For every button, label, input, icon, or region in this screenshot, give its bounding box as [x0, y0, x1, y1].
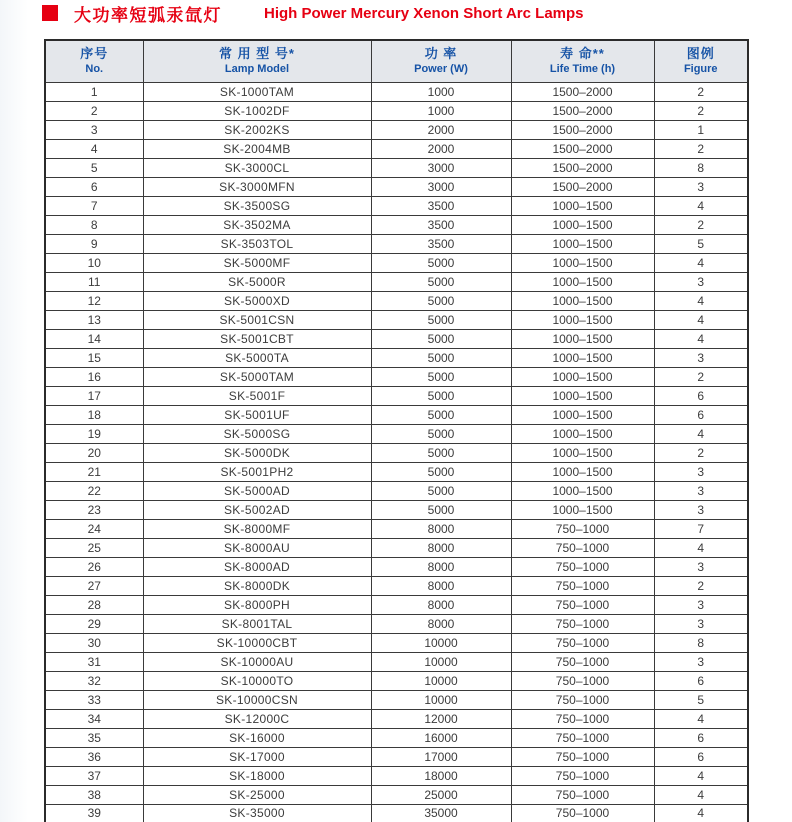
life-cell: 1000–1500: [511, 424, 654, 443]
power-cell: 5000: [371, 310, 511, 329]
column-header-en: Lamp Model: [224, 62, 290, 75]
power-cell: 3500: [371, 215, 511, 234]
life-cell: 1000–1500: [511, 405, 654, 424]
life-cell: 750–1000: [511, 766, 654, 785]
table-row: [45, 291, 748, 310]
no-cell: 26: [45, 557, 143, 576]
model-cell: SK-16000: [143, 728, 371, 747]
life-cell: 1000–1500: [511, 196, 654, 215]
life-cell: 750–1000: [511, 671, 654, 690]
column-header-en: Power (W): [414, 62, 468, 75]
life-cell: 1000–1500: [511, 348, 654, 367]
table-row: [45, 519, 748, 538]
power-cell: 5000: [371, 424, 511, 443]
table-row: [45, 462, 748, 481]
model-cell: SK-8000AU: [143, 538, 371, 557]
figure-cell: 4: [654, 310, 748, 329]
table-header: [45, 40, 748, 82]
life-cell: 750–1000: [511, 557, 654, 576]
power-cell: 1000: [371, 82, 511, 101]
life-cell: 750–1000: [511, 633, 654, 652]
model-cell: SK-2004MB: [143, 139, 371, 158]
column-header-en: No.: [85, 62, 104, 75]
model-cell: SK-10000CBT: [143, 633, 371, 652]
table-row: [45, 633, 748, 652]
table-row: [45, 481, 748, 500]
table-row: [45, 538, 748, 557]
life-cell: 1000–1500: [511, 462, 654, 481]
model-cell: SK-5000SG: [143, 424, 371, 443]
red-square-bullet-icon: [42, 5, 58, 21]
figure-cell: 2: [654, 367, 748, 386]
table-row: [45, 785, 748, 804]
figure-cell: 3: [654, 348, 748, 367]
no-cell: 9: [45, 234, 143, 253]
power-cell: 5000: [371, 462, 511, 481]
no-cell: 11: [45, 272, 143, 291]
figure-cell: 2: [654, 443, 748, 462]
figure-cell: 2: [654, 101, 748, 120]
figure-cell: 1: [654, 120, 748, 139]
page-title-chinese: 大功率短弧汞氙灯: [74, 5, 222, 25]
model-cell: SK-5000R: [143, 272, 371, 291]
figure-cell: 3: [654, 614, 748, 633]
table-header-row: [45, 40, 748, 82]
figure-cell: 3: [654, 272, 748, 291]
page-title-bar: [42, 3, 584, 23]
no-cell: 2: [45, 101, 143, 120]
model-cell: SK-8001TAL: [143, 614, 371, 633]
no-cell: 20: [45, 443, 143, 462]
model-cell: SK-3503TOL: [143, 234, 371, 253]
table-row: [45, 177, 748, 196]
column-header-zh: 功 率: [424, 46, 458, 62]
model-cell: SK-8000AD: [143, 557, 371, 576]
life-cell: 1000–1500: [511, 215, 654, 234]
model-cell: SK-12000C: [143, 709, 371, 728]
table-row: [45, 690, 748, 709]
no-cell: 5: [45, 158, 143, 177]
figure-cell: 6: [654, 728, 748, 747]
column-header-zh: 寿 命**: [560, 46, 605, 62]
model-cell: SK-18000: [143, 766, 371, 785]
table-row: [45, 139, 748, 158]
table-row: [45, 652, 748, 671]
model-cell: SK-5000TA: [143, 348, 371, 367]
column-header-zh: 图例: [686, 46, 715, 62]
no-cell: 12: [45, 291, 143, 310]
table-row: [45, 120, 748, 139]
model-cell: SK-35000: [143, 804, 371, 822]
figure-cell: 4: [654, 538, 748, 557]
power-cell: 5000: [371, 443, 511, 462]
table-row: [45, 614, 748, 633]
life-cell: 1000–1500: [511, 253, 654, 272]
figure-cell: 4: [654, 785, 748, 804]
table-row: [45, 557, 748, 576]
model-cell: SK-3000MFN: [143, 177, 371, 196]
no-cell: 1: [45, 82, 143, 101]
table-row: [45, 215, 748, 234]
model-cell: SK-5001UF: [143, 405, 371, 424]
model-cell: SK-5000AD: [143, 481, 371, 500]
column-header-3: [511, 40, 654, 82]
figure-cell: 8: [654, 633, 748, 652]
life-cell: 750–1000: [511, 728, 654, 747]
power-cell: 10000: [371, 671, 511, 690]
model-cell: SK-8000MF: [143, 519, 371, 538]
no-cell: 39: [45, 804, 143, 822]
figure-cell: 2: [654, 215, 748, 234]
column-header-4: [654, 40, 748, 82]
life-cell: 1500–2000: [511, 101, 654, 120]
figure-cell: 4: [654, 291, 748, 310]
lamp-spec-table: [44, 39, 749, 822]
life-cell: 1000–1500: [511, 272, 654, 291]
table-row: [45, 234, 748, 253]
figure-cell: 3: [654, 462, 748, 481]
power-cell: 12000: [371, 709, 511, 728]
no-cell: 22: [45, 481, 143, 500]
life-cell: 1000–1500: [511, 481, 654, 500]
power-cell: 5000: [371, 386, 511, 405]
no-cell: 4: [45, 139, 143, 158]
power-cell: 17000: [371, 747, 511, 766]
life-cell: 750–1000: [511, 709, 654, 728]
life-cell: 1000–1500: [511, 291, 654, 310]
table-row: [45, 424, 748, 443]
model-cell: SK-10000CSN: [143, 690, 371, 709]
no-cell: 7: [45, 196, 143, 215]
model-cell: SK-5000DK: [143, 443, 371, 462]
life-cell: 750–1000: [511, 652, 654, 671]
power-cell: 5000: [371, 329, 511, 348]
no-cell: 23: [45, 500, 143, 519]
power-cell: 8000: [371, 576, 511, 595]
no-cell: 28: [45, 595, 143, 614]
table-row: [45, 709, 748, 728]
model-cell: SK-5000MF: [143, 253, 371, 272]
power-cell: 8000: [371, 595, 511, 614]
power-cell: 2000: [371, 120, 511, 139]
life-cell: 750–1000: [511, 595, 654, 614]
figure-cell: 2: [654, 139, 748, 158]
no-cell: 33: [45, 690, 143, 709]
power-cell: 35000: [371, 804, 511, 822]
figure-cell: 3: [654, 481, 748, 500]
figure-cell: 6: [654, 671, 748, 690]
table-row: [45, 348, 748, 367]
column-header-zh: 常 用 型 号*: [219, 46, 295, 62]
no-cell: 34: [45, 709, 143, 728]
table-row: [45, 576, 748, 595]
life-cell: 750–1000: [511, 690, 654, 709]
no-cell: 8: [45, 215, 143, 234]
page-title-english: High Power Mercury Xenon Short Arc Lamps: [264, 4, 584, 22]
life-cell: 1500–2000: [511, 120, 654, 139]
model-cell: SK-5001CBT: [143, 329, 371, 348]
figure-cell: 4: [654, 709, 748, 728]
figure-cell: 4: [654, 766, 748, 785]
model-cell: SK-5001CSN: [143, 310, 371, 329]
column-header-en: Figure: [683, 62, 718, 75]
model-cell: SK-25000: [143, 785, 371, 804]
model-cell: SK-10000TO: [143, 671, 371, 690]
figure-cell: 3: [654, 557, 748, 576]
figure-cell: 4: [654, 424, 748, 443]
column-header-0: [45, 40, 143, 82]
figure-cell: 4: [654, 196, 748, 215]
table-row: [45, 728, 748, 747]
life-cell: 1000–1500: [511, 234, 654, 253]
no-cell: 24: [45, 519, 143, 538]
power-cell: 3000: [371, 177, 511, 196]
life-cell: 1000–1500: [511, 500, 654, 519]
figure-cell: 3: [654, 652, 748, 671]
power-cell: 10000: [371, 690, 511, 709]
power-cell: 8000: [371, 519, 511, 538]
table-row: [45, 671, 748, 690]
life-cell: 750–1000: [511, 538, 654, 557]
life-cell: 1000–1500: [511, 329, 654, 348]
no-cell: 31: [45, 652, 143, 671]
power-cell: 5000: [371, 348, 511, 367]
model-cell: SK-3502MA: [143, 215, 371, 234]
column-header-en: Life Time (h): [549, 62, 616, 75]
life-cell: 750–1000: [511, 747, 654, 766]
no-cell: 3: [45, 120, 143, 139]
no-cell: 29: [45, 614, 143, 633]
no-cell: 37: [45, 766, 143, 785]
no-cell: 35: [45, 728, 143, 747]
no-cell: 38: [45, 785, 143, 804]
model-cell: SK-5001F: [143, 386, 371, 405]
figure-cell: 6: [654, 747, 748, 766]
no-cell: 30: [45, 633, 143, 652]
figure-cell: 8: [654, 158, 748, 177]
figure-cell: 3: [654, 595, 748, 614]
model-cell: SK-1000TAM: [143, 82, 371, 101]
life-cell: 750–1000: [511, 785, 654, 804]
model-cell: SK-8000PH: [143, 595, 371, 614]
life-cell: 1500–2000: [511, 139, 654, 158]
table-row: [45, 443, 748, 462]
table-body: [45, 82, 748, 822]
figure-cell: 3: [654, 177, 748, 196]
power-cell: 5000: [371, 500, 511, 519]
life-cell: 1000–1500: [511, 310, 654, 329]
life-cell: 1000–1500: [511, 386, 654, 405]
life-cell: 1500–2000: [511, 158, 654, 177]
table-row: [45, 386, 748, 405]
no-cell: 13: [45, 310, 143, 329]
power-cell: 5000: [371, 405, 511, 424]
power-cell: 3500: [371, 196, 511, 215]
life-cell: 750–1000: [511, 804, 654, 822]
no-cell: 25: [45, 538, 143, 557]
life-cell: 1500–2000: [511, 177, 654, 196]
no-cell: 19: [45, 424, 143, 443]
column-header-1: [143, 40, 371, 82]
model-cell: SK-3500SG: [143, 196, 371, 215]
life-cell: 750–1000: [511, 519, 654, 538]
figure-cell: 2: [654, 576, 748, 595]
no-cell: 32: [45, 671, 143, 690]
table-row: [45, 196, 748, 215]
power-cell: 5000: [371, 291, 511, 310]
no-cell: 18: [45, 405, 143, 424]
model-cell: SK-1002DF: [143, 101, 371, 120]
no-cell: 14: [45, 329, 143, 348]
figure-cell: 6: [654, 386, 748, 405]
power-cell: 8000: [371, 614, 511, 633]
table-row: [45, 595, 748, 614]
life-cell: 1000–1500: [511, 443, 654, 462]
power-cell: 5000: [371, 481, 511, 500]
table-row: [45, 766, 748, 785]
no-cell: 17: [45, 386, 143, 405]
model-cell: SK-5002AD: [143, 500, 371, 519]
power-cell: 8000: [371, 538, 511, 557]
model-cell: SK-8000DK: [143, 576, 371, 595]
no-cell: 16: [45, 367, 143, 386]
life-cell: 750–1000: [511, 614, 654, 633]
power-cell: 25000: [371, 785, 511, 804]
figure-cell: 5: [654, 690, 748, 709]
life-cell: 1000–1500: [511, 367, 654, 386]
table-row: [45, 367, 748, 386]
no-cell: 21: [45, 462, 143, 481]
power-cell: 10000: [371, 652, 511, 671]
model-cell: SK-5000TAM: [143, 367, 371, 386]
model-cell: SK-17000: [143, 747, 371, 766]
figure-cell: 3: [654, 500, 748, 519]
power-cell: 8000: [371, 557, 511, 576]
table-row: [45, 310, 748, 329]
table-row: [45, 747, 748, 766]
model-cell: SK-5000XD: [143, 291, 371, 310]
power-cell: 3000: [371, 158, 511, 177]
figure-cell: 4: [654, 804, 748, 822]
figure-cell: 7: [654, 519, 748, 538]
figure-cell: 6: [654, 405, 748, 424]
model-cell: SK-2002KS: [143, 120, 371, 139]
no-cell: 15: [45, 348, 143, 367]
model-cell: SK-3000CL: [143, 158, 371, 177]
table-row: [45, 405, 748, 424]
power-cell: 10000: [371, 633, 511, 652]
table-row: [45, 158, 748, 177]
figure-cell: 5: [654, 234, 748, 253]
life-cell: 750–1000: [511, 576, 654, 595]
power-cell: 18000: [371, 766, 511, 785]
column-header-2: [371, 40, 511, 82]
power-cell: 1000: [371, 101, 511, 120]
power-cell: 2000: [371, 139, 511, 158]
table-row: [45, 500, 748, 519]
model-cell: SK-10000AU: [143, 652, 371, 671]
power-cell: 3500: [371, 234, 511, 253]
power-cell: 5000: [371, 272, 511, 291]
figure-cell: 4: [654, 329, 748, 348]
table-row: [45, 82, 748, 101]
power-cell: 5000: [371, 253, 511, 272]
model-cell: SK-5001PH2: [143, 462, 371, 481]
table-row: [45, 101, 748, 120]
figure-cell: 2: [654, 82, 748, 101]
no-cell: 36: [45, 747, 143, 766]
table-row: [45, 253, 748, 272]
table-row: [45, 272, 748, 291]
power-cell: 16000: [371, 728, 511, 747]
column-header-zh: 序号: [80, 46, 109, 62]
no-cell: 10: [45, 253, 143, 272]
no-cell: 27: [45, 576, 143, 595]
power-cell: 5000: [371, 367, 511, 386]
life-cell: 1500–2000: [511, 82, 654, 101]
table-row: [45, 329, 748, 348]
no-cell: 6: [45, 177, 143, 196]
table-row: [45, 804, 748, 822]
figure-cell: 4: [654, 253, 748, 272]
